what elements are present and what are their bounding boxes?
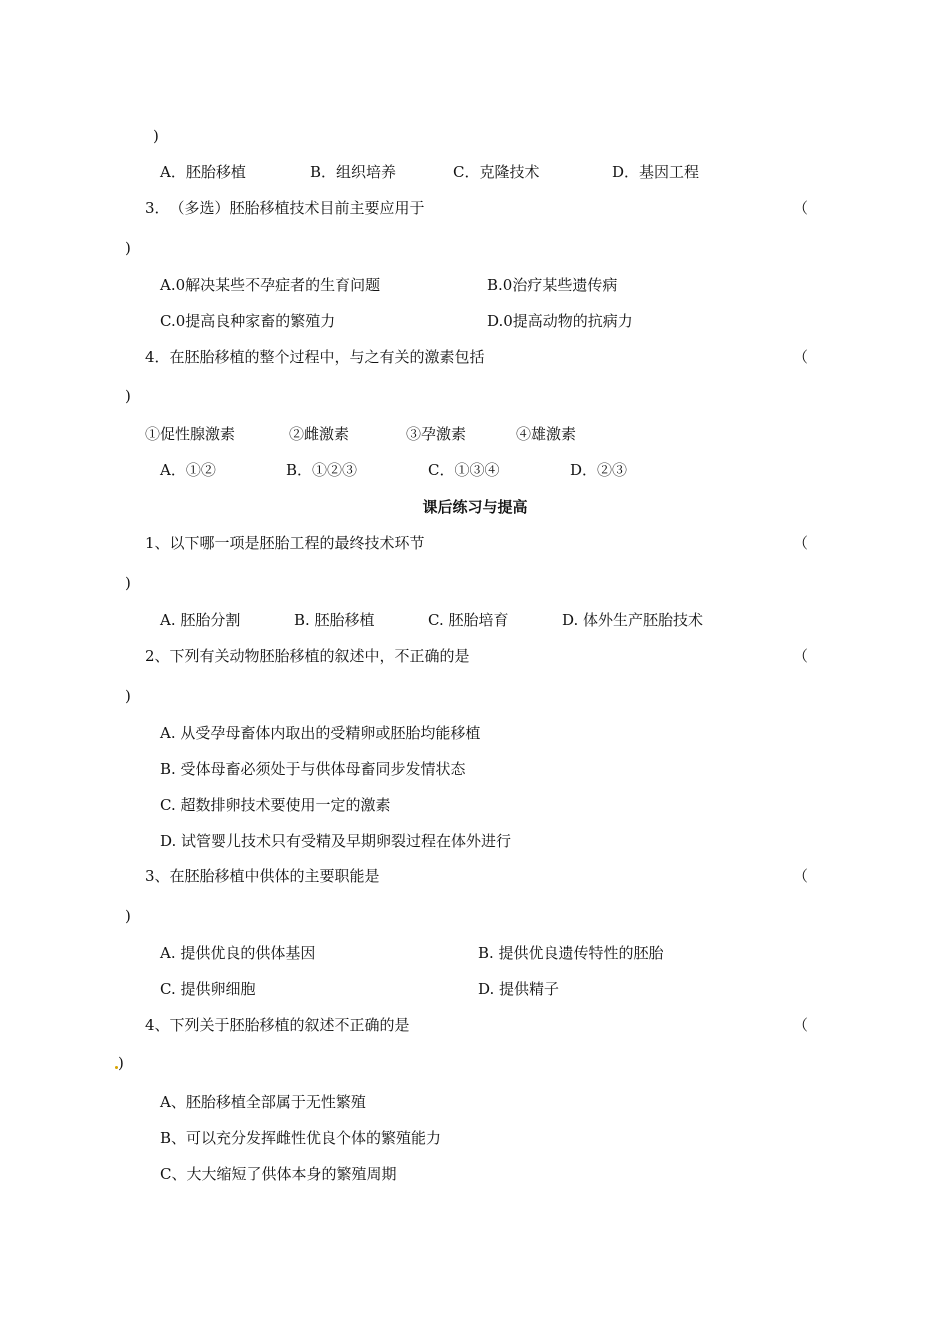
ex2-option-a: A. 从受孕母畜体内取出的受精卵或胚胎均能移植 xyxy=(160,724,481,742)
q3-option-a: A.0解决某些不孕症者的生育问题 xyxy=(160,276,381,294)
ex4-open-paren: （ xyxy=(793,1016,809,1034)
q3-open-paren: （ xyxy=(793,199,809,217)
q4-item-2: ②雌激素 xyxy=(289,425,350,443)
ex1-option-a: A. 胚胎分割 xyxy=(160,611,241,629)
prev-option-d: D．基因工程 xyxy=(612,163,700,181)
ex4-option-c: C、大大缩短了供体本身的繁殖周期 xyxy=(160,1165,397,1183)
prev-option-b: B．组织培养 xyxy=(310,163,397,181)
ex1-option-c: C. 胚胎培育 xyxy=(428,611,509,629)
ex3-option-d: D. 提供精子 xyxy=(478,980,560,998)
q4-stem: 4．在胚胎移植的整个过程中，与之有关的激素包括 xyxy=(145,348,485,366)
ex2-open-paren: （ xyxy=(793,647,809,665)
q3-option-c: C.0提高良种家畜的繁殖力 xyxy=(160,312,336,330)
q4-item-4: ④雄激素 xyxy=(516,425,577,443)
q4-option-d: D．②③ xyxy=(570,461,628,479)
q4-option-c: C．①③④ xyxy=(428,461,500,479)
ex1-open-paren: （ xyxy=(793,534,809,552)
ex4-stem: 4、下列关于胚胎移植的叙述不正确的是 xyxy=(145,1016,410,1034)
q4-open-paren: （ xyxy=(793,348,809,366)
q4-item-3: ③孕激素 xyxy=(406,425,467,443)
section-title: 课后练习与提高 xyxy=(422,498,528,516)
ex1-stem: 1、以下哪一项是胚胎工程的最终技术环节 xyxy=(145,534,425,552)
ex3-option-c: C. 提供卵细胞 xyxy=(160,980,256,998)
prev-option-c: C．克隆技术 xyxy=(453,163,540,181)
ex2-option-d: D. 试管婴儿技术只有受精及早期卵裂过程在体外进行 xyxy=(160,832,512,850)
q4-close-paren: ) xyxy=(125,387,131,405)
prev-question-close-paren: ) xyxy=(153,127,159,145)
ex2-option-c: C. 超数排卵技术要使用一定的激素 xyxy=(160,796,391,814)
ex1-option-d: D. 体外生产胚胎技术 xyxy=(562,611,704,629)
ex4-close-paren: ) xyxy=(118,1054,124,1072)
q3-option-d: D.0提高动物的抗病力 xyxy=(487,312,633,330)
ex3-open-paren: （ xyxy=(793,867,809,885)
q3-option-b: B.0治疗某些遗传病 xyxy=(487,276,618,294)
ex3-option-a: A. 提供优良的供体基因 xyxy=(160,944,316,962)
ex4-option-a: A、胚胎移植全部属于无性繁殖 xyxy=(160,1093,366,1111)
ex2-stem: 2、下列有关动物胚胎移植的叙述中，不正确的是 xyxy=(145,647,470,665)
ex2-option-b: B. 受体母畜必须处于与供体母畜同步发情状态 xyxy=(160,760,466,778)
ex3-stem: 3、在胚胎移植中供体的主要职能是 xyxy=(145,867,380,885)
prev-option-a: A．胚胎移植 xyxy=(160,163,246,181)
ex3-close-paren: ) xyxy=(125,907,131,925)
ex1-option-b: B. 胚胎移植 xyxy=(294,611,375,629)
q3-close-paren: ) xyxy=(125,239,131,257)
q4-option-a: A．①② xyxy=(160,461,216,479)
ex3-option-b: B. 提供优良遗传特性的胚胎 xyxy=(478,944,664,962)
q3-stem: 3． （多选）胚胎移植技术目前主要应用于 xyxy=(145,199,425,217)
ex4-option-b: B、可以充分发挥雌性优良个体的繁殖能力 xyxy=(160,1129,442,1147)
ex2-close-paren: ) xyxy=(125,687,131,705)
q4-item-1: ①促性腺激素 xyxy=(145,425,236,443)
q4-option-b: B．①②③ xyxy=(286,461,358,479)
ex1-close-paren: ) xyxy=(125,574,131,592)
marker-dot xyxy=(115,1066,118,1069)
